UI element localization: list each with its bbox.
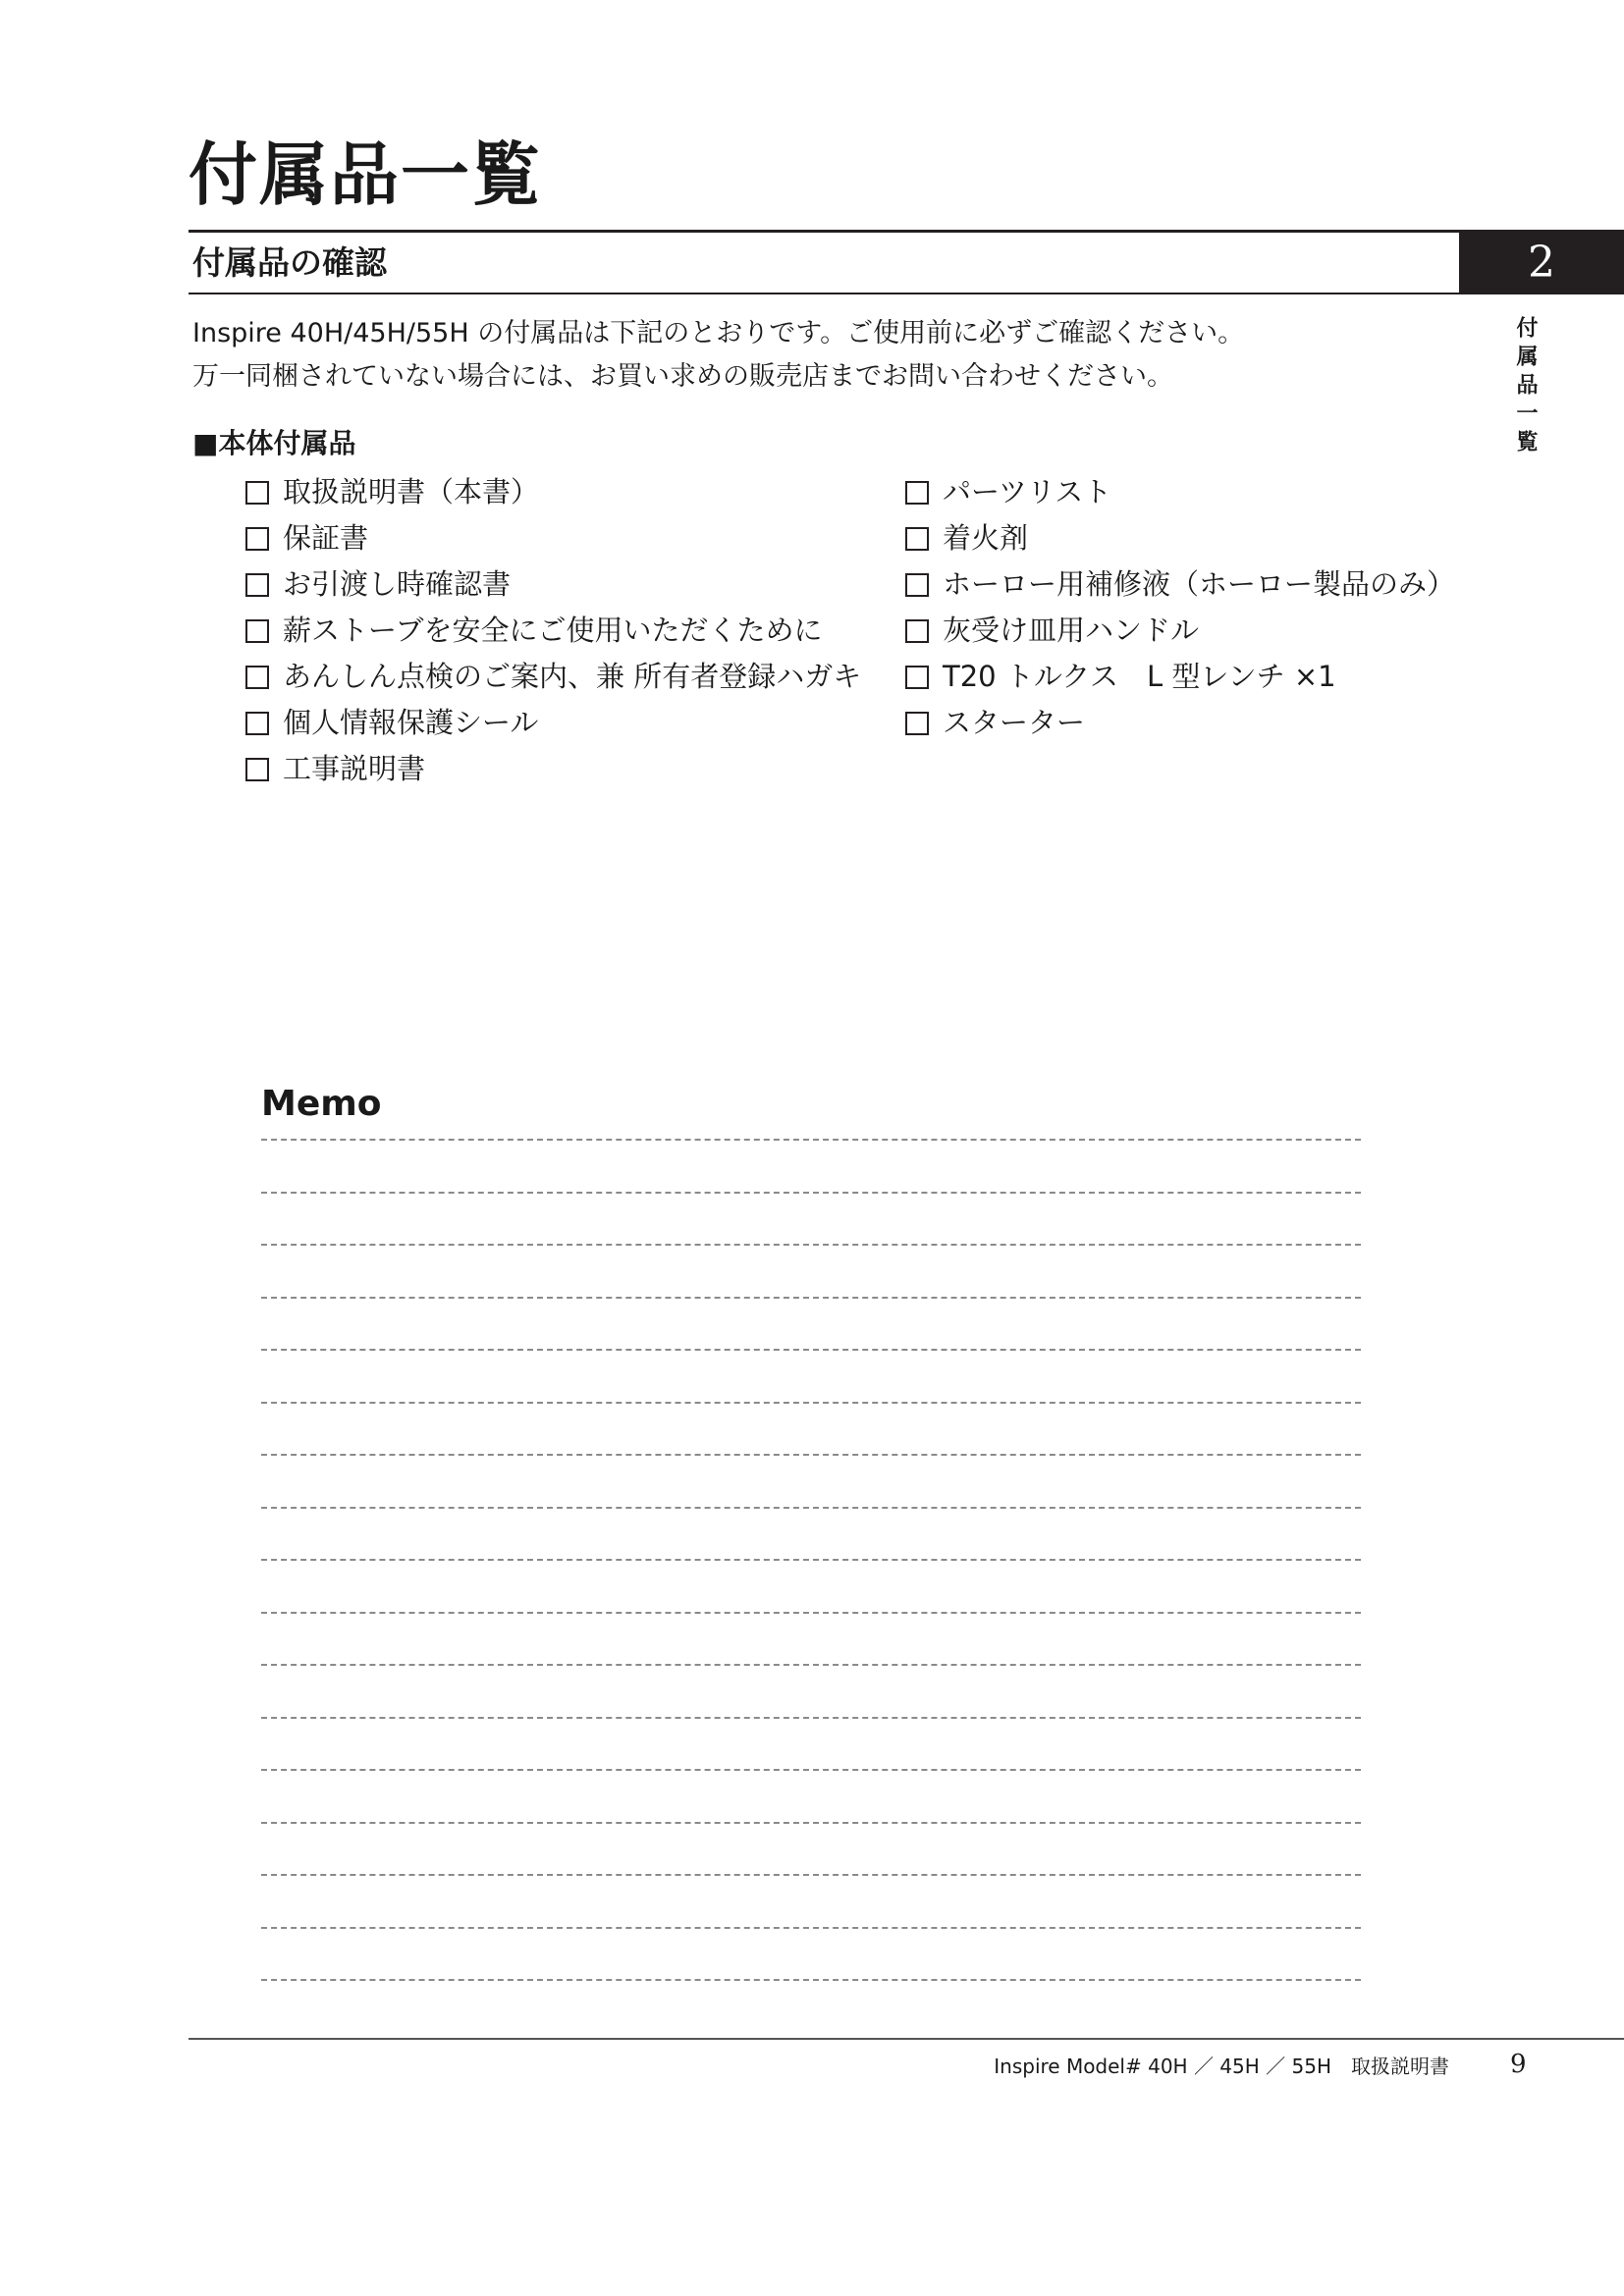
checkbox-icon — [245, 712, 269, 735]
checkbox-icon — [905, 573, 929, 597]
accessory-label: 個人情報保護シール — [283, 706, 539, 739]
memo-line — [261, 1822, 1361, 1824]
accessory-item — [245, 608, 861, 654]
accessory-label: パーツリスト — [943, 475, 1112, 508]
memo-line — [261, 1927, 1361, 1929]
accessory-item — [905, 561, 1455, 608]
intro-line-1: Inspire 40H/45H/55H の付属品は下記のとおりです。ご使用前に必ずご確認ください。 — [192, 318, 1245, 348]
page-title: 付属品一覧 — [189, 133, 542, 215]
memo-line — [261, 1297, 1361, 1299]
intro-text — [192, 312, 1244, 399]
memo-title: Memo — [261, 1084, 382, 1124]
accessory-label: お引渡し時確認書 — [283, 567, 512, 601]
checkbox-icon — [905, 481, 929, 505]
checkbox-icon — [245, 481, 269, 505]
memo-line — [261, 1192, 1361, 1194]
memo-line — [261, 1349, 1361, 1351]
checkbox-icon — [905, 527, 929, 551]
memo-line — [261, 1139, 1361, 1141]
accessory-item — [245, 561, 861, 608]
accessory-label: あんしん点検のご案内、兼 所有者登録ハガキ — [283, 660, 862, 693]
accessory-item — [905, 608, 1455, 654]
chapter-tab: 2 — [1459, 232, 1624, 294]
accessory-label: 灰受け皿用ハンドル — [943, 614, 1200, 647]
accessory-label: ホーロー用補修液（ホーロー製品のみ） — [943, 567, 1456, 601]
memo-line — [261, 1559, 1361, 1561]
footer-rule — [189, 2038, 1624, 2040]
accessory-item — [245, 469, 861, 515]
accessory-item — [905, 654, 1455, 700]
section-bottom-rule — [189, 293, 1459, 294]
section-top-rule — [189, 230, 1624, 233]
accessory-item — [905, 700, 1455, 746]
accessory-item — [245, 515, 861, 561]
accessory-list-left — [245, 469, 861, 792]
memo-line — [261, 1244, 1361, 1246]
memo-line — [261, 1664, 1361, 1666]
accessory-list-right — [905, 469, 1455, 746]
accessory-label: 薪ストーブを安全にご使用いただくために — [283, 614, 823, 647]
memo-line — [261, 1402, 1361, 1404]
page-number: 9 — [1510, 2050, 1527, 2079]
checkbox-icon — [245, 527, 269, 551]
memo-line — [261, 1979, 1361, 1981]
accessory-label: 保証書 — [283, 521, 369, 555]
memo-line — [261, 1874, 1361, 1876]
checkbox-icon — [905, 619, 929, 643]
checkbox-icon — [905, 712, 929, 735]
intro-line-2: 万一同梱されていない場合には、お買い求めの販売店までお問い合わせください。 — [192, 361, 1173, 392]
memo-line — [261, 1507, 1361, 1509]
checkbox-icon — [245, 666, 269, 689]
accessory-item — [905, 515, 1455, 561]
accessory-label: T20 トルクス L 型レンチ ×1 — [943, 660, 1336, 693]
side-chapter-label: 付属品一覧 — [1513, 316, 1539, 458]
memo-line — [261, 1612, 1361, 1614]
accessory-item — [245, 654, 861, 700]
memo-line — [261, 1769, 1361, 1771]
accessory-label: 取扱説明書（本書） — [283, 475, 540, 508]
checkbox-icon — [245, 619, 269, 643]
memo-line — [261, 1454, 1361, 1456]
checkbox-icon — [245, 573, 269, 597]
section-title: 付属品の確認 — [192, 243, 387, 282]
accessory-label: スターター — [943, 706, 1086, 739]
accessory-item — [245, 746, 861, 792]
checkbox-icon — [905, 666, 929, 689]
memo-lines-area — [261, 1139, 1361, 1983]
footer-manual-title: Inspire Model# 40H ／ 45H ／ 55H 取扱説明書 — [994, 2055, 1449, 2078]
memo-line — [261, 1717, 1361, 1719]
accessory-item — [245, 700, 861, 746]
accessories-heading: ■本体付属品 — [192, 427, 356, 459]
accessory-item — [905, 469, 1455, 515]
accessory-label: 工事説明書 — [283, 752, 426, 785]
checkbox-icon — [245, 758, 269, 781]
accessory-label: 着火剤 — [943, 521, 1029, 555]
